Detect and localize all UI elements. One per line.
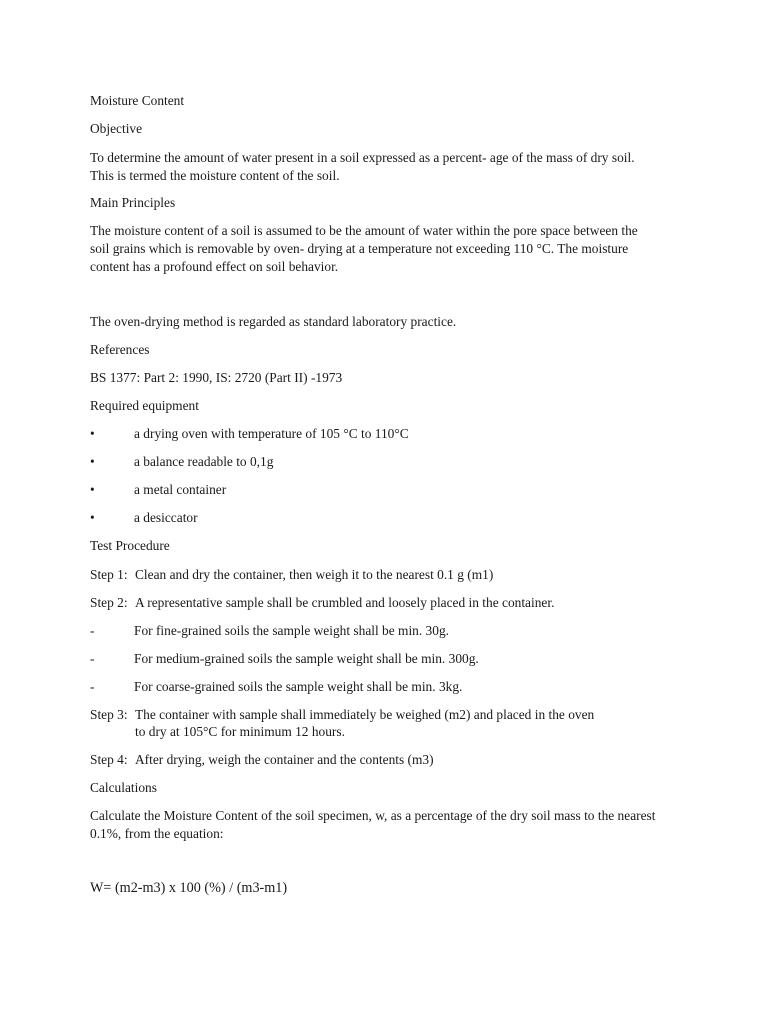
step-text: Clean and dry the container, then weigh it to the nearest 0.1 g (m1) (135, 567, 494, 582)
references-text: BS 1377: Part 2: 1990, IS: 2720 (Part II) -1973 (90, 370, 343, 385)
step-text: A representative sample shall be crumbled and loosely placed in the container. (135, 595, 555, 610)
dash-mark: - (90, 651, 95, 666)
equipment-item: a drying oven with temperature of 105 °C to 110°C (134, 426, 409, 441)
calculations-paragraph-line: Calculate the Moisture Content of the soil specimen, w, as a percentage of the dry soil mass to the nearest (90, 808, 656, 823)
principles-paragraph-line: The moisture content of a soil is assumed to be the amount of water within the pore space between the (90, 223, 638, 238)
procedure-heading: Test Procedure (90, 538, 170, 553)
sample-weight-item: For medium-grained soils the sample weight shall be min. 300g. (134, 651, 479, 666)
step-text: After drying, weigh the container and the contents (m3) (135, 752, 434, 767)
bullet-mark: • (90, 454, 95, 469)
calculations-paragraph-line: 0.1%, from the equation: (90, 826, 224, 841)
bullet-mark: • (90, 510, 95, 525)
step-label: Step 2: (90, 595, 128, 610)
step-label: Step 4: (90, 752, 128, 767)
calculations-heading: Calculations (90, 780, 157, 795)
sample-weight-item: For coarse-grained soils the sample weight shall be min. 3kg. (134, 679, 463, 694)
principles-heading: Main Principles (90, 195, 176, 210)
oven-method-text: The oven-drying method is regarded as standard laboratory practice. (90, 314, 457, 329)
equipment-item: a desiccator (134, 510, 198, 525)
equipment-heading: Required equipment (90, 398, 199, 413)
bullet-mark: • (90, 482, 95, 497)
objective-paragraph-line: This is termed the moisture content of the soil. (90, 168, 340, 183)
document-title: Moisture Content (90, 93, 185, 108)
moisture-formula: W= (m2-m3) x 100 (%) / (m3-m1) (90, 880, 288, 896)
equipment-item: a balance readable to 0,1g (134, 454, 274, 469)
principles-paragraph-line: content has a profound effect on soil behavior. (90, 259, 339, 274)
dash-mark: - (90, 679, 95, 694)
step-text: The container with sample shall immediately be weighed (m2) and placed in the oven (135, 707, 595, 722)
objective-paragraph-line: To determine the amount of water present in a soil expressed as a percent- age of the mass of dry soil. (90, 150, 635, 165)
equipment-item: a metal container (134, 482, 227, 497)
bullet-mark: • (90, 426, 95, 441)
dash-mark: - (90, 623, 95, 638)
step-label: Step 1: (90, 567, 128, 582)
step-label: Step 3: (90, 707, 128, 722)
objective-heading: Objective (90, 121, 143, 136)
references-heading: References (90, 342, 150, 357)
principles-paragraph-line: soil grains which is removable by oven- drying at a temperature not exceeding 110 °C. The moisture (90, 241, 629, 256)
step-text-continuation: to dry at 105°C for minimum 12 hours. (135, 724, 345, 739)
sample-weight-item: For fine-grained soils the sample weight shall be min. 30g. (134, 623, 449, 638)
